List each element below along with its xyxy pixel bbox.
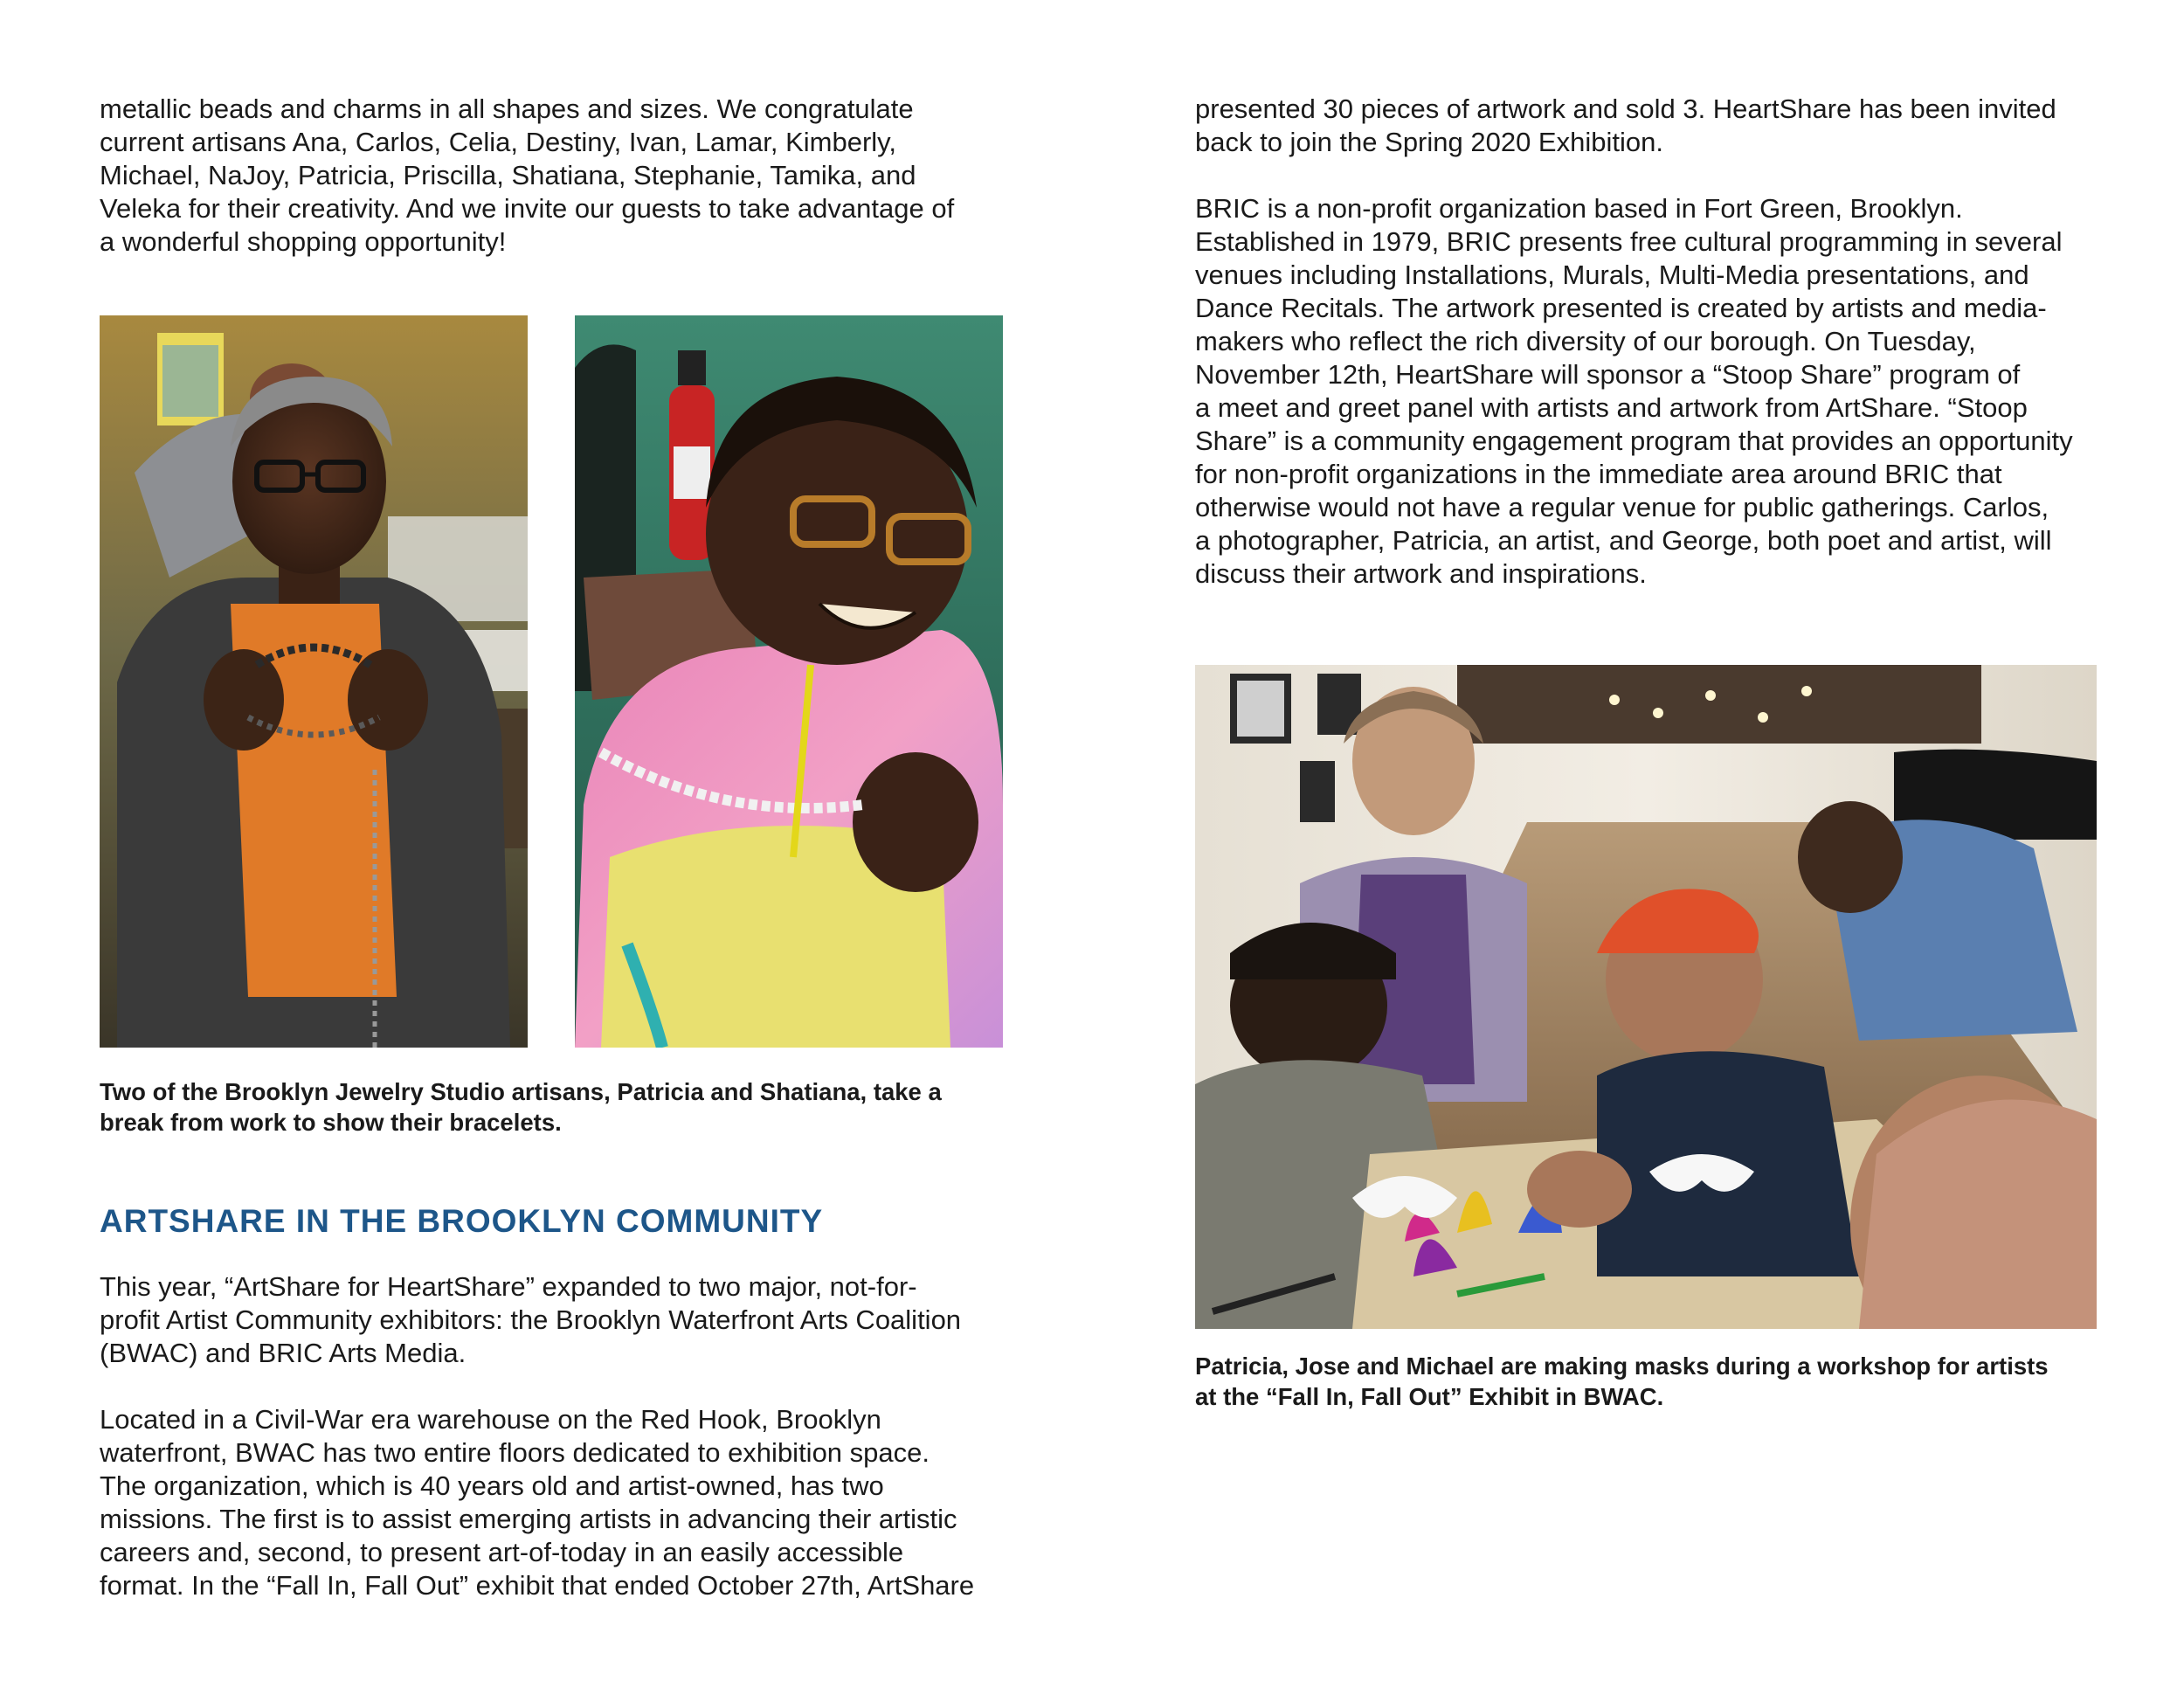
section-heading: ARTSHARE IN THE BROOKLYN COMMUNITY bbox=[100, 1203, 824, 1239]
caption-line: at the “Fall In, Fall Out” Exhibit in BWAC. bbox=[1195, 1383, 1664, 1410]
text-line: presented 30 pieces of artwork and sold 3. HeartShare has been invited bbox=[1195, 93, 2056, 124]
photo-shatiana-bracelet bbox=[575, 315, 1003, 1048]
text-line: Share” is a community engagement program that provides an opportunity bbox=[1195, 425, 2073, 456]
text-line: missions. The first is to assist emerging artists in advancing their artistic bbox=[100, 1504, 957, 1534]
text-line: profit Artist Community exhibitors: the Brooklyn Waterfront Arts Coalition bbox=[100, 1304, 962, 1335]
text-line: BRIC is a non-profit organization based in Fort Green, Brooklyn. bbox=[1195, 193, 1963, 224]
caption-line: break from work to show their bracelets. bbox=[100, 1109, 562, 1136]
text-line: a photographer, Patricia, an artist, and George, both poet and artist, will bbox=[1195, 525, 2052, 556]
text-line: metallic beads and charms in all shapes and sizes. We congratulate bbox=[100, 93, 914, 124]
paragraph-artshare-results bbox=[1195, 93, 2056, 159]
text-line: November 12th, HeartShare will sponsor a “Stoop Share” program of bbox=[1195, 359, 2021, 390]
text-line: makers who reflect the rich diversity of our borough. On Tuesday, bbox=[1195, 326, 1976, 356]
text-line: waterfront, BWAC has two entire floors dedicated to exhibition space. bbox=[100, 1437, 930, 1468]
text-line: otherwise would not have a regular venue for public gatherings. Carlos, bbox=[1195, 492, 2049, 522]
text-line: careers and, second, to present art-of-today in an easily accessible bbox=[100, 1537, 904, 1567]
text-line: venues including Installations, Murals, Multi-Media presentations, and bbox=[1195, 259, 2029, 290]
photo-patricia-bracelet bbox=[100, 315, 528, 1048]
photo-caption-workshop bbox=[1195, 1351, 2049, 1412]
intro-paragraph bbox=[100, 93, 954, 259]
text-line: Veleka for their creativity. And we invite our guests to take advantage of bbox=[100, 193, 955, 224]
text-line: discuss their artwork and inspirations. bbox=[1195, 558, 1647, 589]
text-line: a wonderful shopping opportunity! bbox=[100, 226, 507, 257]
text-line: The organization, which is 40 years old and artist-owned, has two bbox=[100, 1470, 884, 1501]
caption-line: Two of the Brooklyn Jewelry Studio artisans, Patricia and Shatiana, take a bbox=[100, 1078, 942, 1105]
text-line: back to join the Spring 2020 Exhibition. bbox=[1195, 127, 1663, 157]
photo-caption-jewelry bbox=[100, 1076, 942, 1138]
text-line: current artisans Ana, Carlos, Celia, Destiny, Ivan, Lamar, Kimberly, bbox=[100, 127, 896, 157]
photo-mask-workshop bbox=[1195, 665, 2097, 1329]
caption-line: Patricia, Jose and Michael are making masks during a workshop for artists bbox=[1195, 1352, 2049, 1380]
text-line: (BWAC) and BRIC Arts Media. bbox=[100, 1338, 467, 1368]
text-line: for non-profit organizations in the immediate area around BRIC that bbox=[1195, 459, 2002, 489]
text-line: Located in a Civil-War era warehouse on the Red Hook, Brooklyn bbox=[100, 1404, 881, 1435]
text-line: Dance Recitals. The artwork presented is created by artists and media- bbox=[1195, 293, 2047, 323]
paragraph-bric bbox=[1195, 192, 2073, 591]
text-line: Michael, NaJoy, Patricia, Priscilla, Shatiana, Stephanie, Tamika, and bbox=[100, 160, 916, 190]
text-line: This year, “ArtShare for HeartShare” expanded to two major, not-for- bbox=[100, 1271, 917, 1302]
text-line: a meet and greet panel with artists and artwork from ArtShare. “Stoop bbox=[1195, 392, 2028, 423]
text-line: Established in 1979, BRIC presents free cultural programming in several bbox=[1195, 226, 2063, 257]
text-line: format. In the “Fall In, Fall Out” exhibit that ended October 27th, ArtShare bbox=[100, 1570, 975, 1601]
paragraph-bwac bbox=[100, 1403, 974, 1602]
paragraph-exhibitors bbox=[100, 1270, 961, 1370]
